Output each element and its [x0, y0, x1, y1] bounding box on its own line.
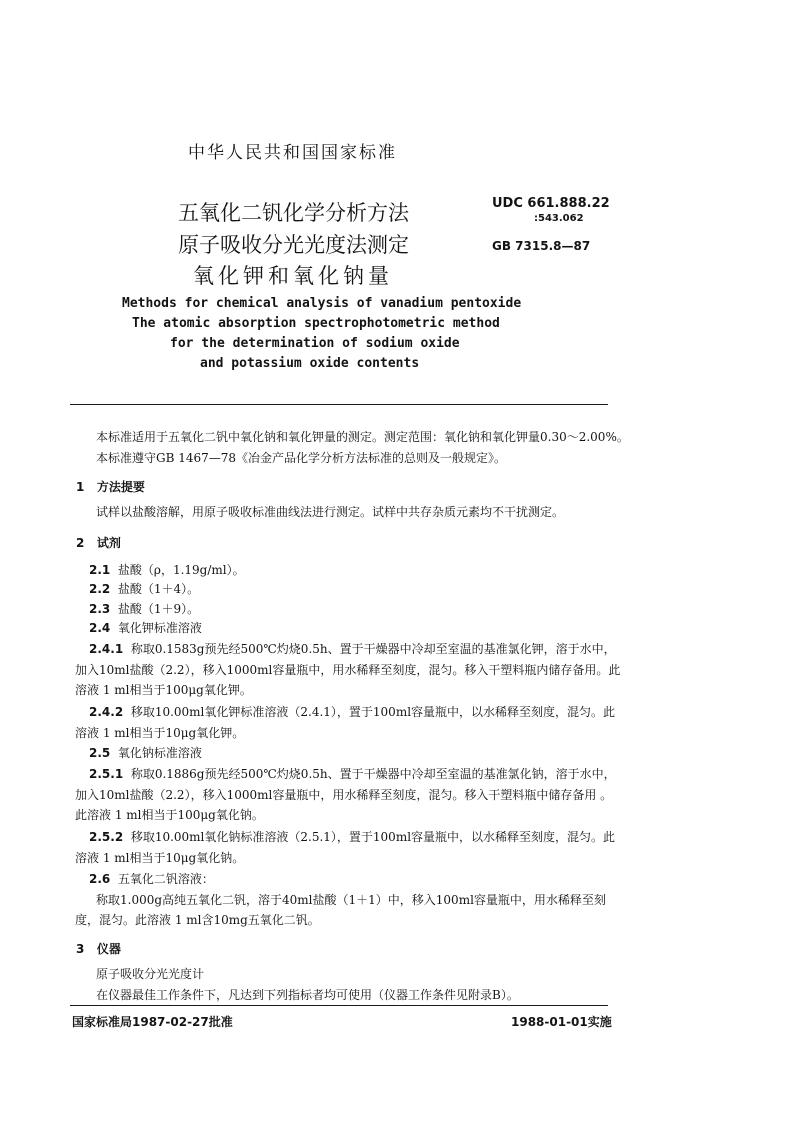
section-title: 试剂: [96, 536, 121, 550]
section-number: 3: [76, 942, 85, 956]
item-number: 2.5.2: [89, 830, 124, 844]
footer-divider: [70, 1005, 608, 1006]
item-2-6: [89, 870, 214, 887]
item-2-6-line-1: 称取1.000g高纯五氧化二钒，溶于40ml盐酸（1＋1）中，移入100ml容量瓶中，用水稀释至刻: [96, 893, 606, 907]
item-number: 2.1: [89, 563, 111, 577]
item-2-4-2-line-1: [89, 703, 615, 720]
approval-date: 国家标准局1987-02-27批准: [72, 1015, 233, 1029]
item-2-4-1-line-2: 加入10ml盐酸（2.2），移入1000ml容量瓶中，用水稀释至刻度，混匀。移入干塑料瓶内储存备用。此: [75, 663, 621, 677]
item-text: 称取0.1886g预先经500℃灼烧0.5h、置于干燥器中冷却至室温的基准氯化钠，溶于水中，: [130, 767, 616, 781]
item-number: 2.4: [89, 621, 111, 635]
udc-sub-code: :543.062: [534, 213, 584, 224]
item-2-5-2-line-2: 溶液 1 ml相当于10μg氧化钠。: [75, 851, 245, 865]
item-number: 2.5: [89, 746, 111, 760]
item-2-6-line-2: 度，混匀。此溶液 1 ml含10mg五氧化二钒。: [75, 913, 320, 927]
item-2-5: [89, 744, 202, 761]
item-number: 2.5.1: [89, 767, 124, 781]
item-text: 盐酸（ρ，1.19g/ml）。: [117, 563, 245, 577]
gb-code: GB 7315.8—87: [492, 239, 591, 253]
section-3-heading: [76, 940, 121, 957]
item-2-4-2-line-2: 溶液 1 ml相当于10μg氧化钾。: [75, 726, 245, 740]
header-divider: [70, 404, 608, 405]
section-title: 方法提要: [96, 480, 145, 494]
title-en-line-3: for the determination of sodium oxide: [170, 336, 460, 351]
item-text: 盐酸（1＋4）。: [117, 582, 200, 596]
section-1-heading: [76, 478, 145, 495]
section-3-line-2: 在仪器最佳工作条件下，凡达到下列指标者均可使用（仪器工作条件见附录B）。: [96, 988, 519, 1002]
section-1-text: 试样以盐酸溶解，用原子吸收标准曲线法进行测定。试样中共存杂质元素均不干扰测定。: [96, 505, 565, 519]
item-2-3: [89, 600, 199, 617]
title-cn-line-3: 氧化钾和氧化钠量: [193, 264, 393, 288]
item-text: 称取0.1583g预先经500℃灼烧0.5h、置于干燥器中冷却至室温的基准氯化钾，溶于水中，: [130, 642, 616, 656]
item-text: 氧化钾标准溶液: [117, 621, 202, 635]
item-2-5-2-line-1: [89, 828, 615, 845]
item-text: 移取10.00ml氧化钠标准溶液（2.5.1），置于100ml容量瓶中，以水稀释至刻度，混匀。此: [130, 830, 616, 844]
udc-code: UDC 661.888.22: [492, 196, 610, 211]
section-title: 仪器: [96, 942, 121, 956]
title-en-line-2: The atomic absorption spectrophotometric method: [132, 316, 500, 331]
section-2-heading: [76, 534, 121, 551]
item-2-4-1-line-3: 溶液 1 ml相当于100μg氧化钾。: [75, 683, 252, 697]
item-text: 氧化钠标准溶液: [117, 746, 202, 760]
item-2-4: [89, 619, 202, 636]
title-cn-line-1: 五氧化二钒化学分析方法: [178, 201, 409, 225]
item-number: 2.2: [89, 582, 111, 596]
item-number: 2.3: [89, 602, 111, 616]
effective-date: 1988-01-01实施: [511, 1015, 612, 1029]
item-number: 2.4.1: [89, 642, 124, 656]
national-standard-label: 中华人民共和国国家标准: [188, 143, 397, 163]
item-2-5-1-line-2: 加入10ml盐酸（2.2），移入1000ml容量瓶中，用水稀释至刻度，混匀。移入干塑料瓶中储存备用 。: [75, 788, 613, 802]
title-en-line-4: and potassium oxide contents: [200, 356, 420, 371]
intro-scope: 本标准适用于五氧化二钒中氧化钠和氧化钾量的测定。测定范围：氧化钠和氧化钾量0.30～2.00%。: [96, 430, 629, 444]
item-text: 五氧化二钒溶液：: [117, 872, 214, 886]
item-text: 盐酸（1＋9）。: [117, 602, 200, 616]
title-en-line-1: Methods for chemical analysis of vanadium pentoxide: [122, 296, 522, 311]
title-cn-line-2: 原子吸收分光光度法测定: [178, 233, 409, 257]
item-2-4-1-line-1: [89, 640, 616, 657]
item-2-2: [89, 580, 199, 597]
item-2-5-1-line-1: [89, 765, 616, 782]
section-3-line-1: 原子吸收分光光度计: [96, 967, 205, 981]
section-number: 2: [76, 536, 85, 550]
item-2-1: [89, 561, 245, 578]
section-number: 1: [76, 480, 85, 494]
item-2-5-1-line-3: 此溶液 1 ml相当于100μg氧化钠。: [75, 808, 264, 822]
item-number: 2.4.2: [89, 705, 124, 719]
item-number: 2.6: [89, 872, 111, 886]
intro-compliance: 本标准遵守GB 1467—78《冶金产品化学分析方法标准的总则及一般规定》。: [96, 451, 507, 465]
item-text: 移取10.00ml氧化钾标准溶液（2.4.1），置于100ml容量瓶中，以水稀释至刻度，混匀。此: [130, 705, 616, 719]
